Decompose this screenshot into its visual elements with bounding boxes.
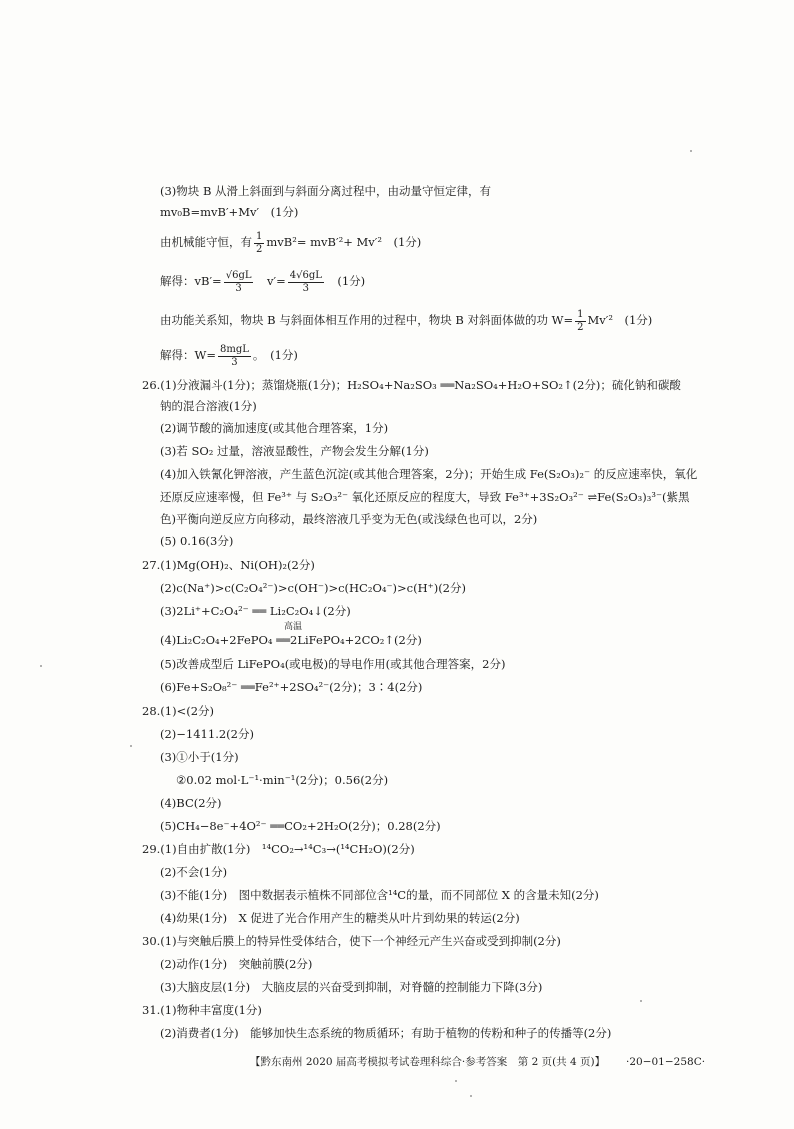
v-fraction: $\frac{4√6gL}{3}$ <box>289 269 322 294</box>
q26-line-5: (4)加入铁氰化钾溶液，产生蓝色沉淀(或其他合理答案，2分)；开始生成 Fe(S₂O₃)₂⁻ 的反应速率快，氧化 <box>160 467 698 481</box>
q25-solve-score: (1分) <box>325 274 366 288</box>
q25-result-score: 。 (1分) <box>252 348 298 362</box>
q27-condition-label: 高温 <box>284 622 303 632</box>
q29-line-2: (2)不会(1分) <box>160 865 228 879</box>
q28-line-6: (5)CH₄−8e⁻+4O²⁻ ══CO₂+2H₂O(2分)；0.28(2分) <box>160 819 441 833</box>
q25-momentum-equation: mv₀B=mvB′+Mv′ (1分) <box>160 205 299 219</box>
q30-line-3: (3)大脑皮层(1分) 大脑皮层的兴奋受到抑制，对脊髓的控制能力下降(3分) <box>160 980 543 994</box>
q25-solve-line <box>160 268 365 295</box>
q26-line-3: (2)调节酸的滴加速度(或其他合理答案，1分) <box>160 421 389 435</box>
scan-speck <box>130 745 132 747</box>
q26-line-7: 色)平衡向逆反应方向移动，最终溶液几乎变为无色(或浅绿色也可以，2分) <box>160 512 538 526</box>
q25-energy-equation: mvB²= mvB′²+ Mv′² (1分) <box>266 235 422 249</box>
page-footer-title: 【黔东南州 2020 届高考模拟考试卷理科综合·参考答案 第 2 页(共 4 页)】 <box>250 1056 606 1068</box>
q27-line-4: (4)Li₂C₂O₄+2FePO₄ ══2LiFePO₄+2CO₂↑(2分) <box>160 633 422 647</box>
q28-line-1: 28.(1)<(2分) <box>142 704 215 718</box>
scan-speck <box>690 150 692 152</box>
result-fraction: $\frac{\text{8mgL}}{3}$ <box>219 343 249 368</box>
q27-line-3: (3)2Li⁺+C₂O₄²⁻ ══ Li₂C₂O₄↓(2分) <box>160 604 351 618</box>
vb-fraction: $\frac{√6gL}{3}$ <box>225 269 252 294</box>
q29-line-4: (4)幼果(1分) X 促进了光合作用产生的糖类从叶片到幼果的转运(2分) <box>160 911 520 925</box>
q25-part3-intro: (3)物块 B 从滑上斜面到与斜面分离过程中，由动量守恒定律，有 <box>160 184 492 198</box>
q30-line-1: 30.(1)与突触后膜上的特异性受体结合，使下一个神经元产生兴奋或受到抑制(2分) <box>142 934 561 948</box>
q25-energy-prefix: 由机械能守恒，有 <box>160 235 252 249</box>
q31-line-2: (2)消费者(1分) 能够加快生态系统的物质循环；有助于植物的传粉和种子的传播等(2分) <box>160 1026 612 1040</box>
q27-line-2: (2)c(Na⁺)>c(C₂O₄²⁻)>c(OH⁻)>c(HC₂O₄⁻)>c(H⁺)(2分) <box>160 581 466 595</box>
half-fraction: $\frac{1}{2}$ <box>256 230 263 255</box>
q25-solve-prefix: 解得：vB′= <box>160 274 222 288</box>
scan-speck <box>640 1000 642 1002</box>
scan-speck <box>455 1080 457 1082</box>
scan-speck <box>40 665 42 667</box>
q27-line-6: (6)Fe+S₂O₈²⁻ ══Fe²⁺+2SO₄²⁻(2分)；3∶4(2分) <box>160 680 423 694</box>
q25-work-line <box>160 308 652 334</box>
q26-line-2: 钠的混合溶液(1分) <box>160 399 257 413</box>
q25-result-prefix: 解得：W= <box>160 348 216 362</box>
page-footer-code: ·20−01−258C· <box>626 1056 706 1068</box>
q28-line-4: ②0.02 mol·L⁻¹·min⁻¹(2分)；0.56(2分) <box>176 773 389 787</box>
q28-line-3: (3)①小于(1分) <box>160 750 239 764</box>
q25-result-line <box>160 342 298 369</box>
work-half-fraction: $\frac{1}{2}$ <box>577 308 584 333</box>
q25-energy-line <box>160 230 421 256</box>
scan-speck <box>470 1095 472 1097</box>
q25-solve-mid: v′= <box>255 274 286 288</box>
q25-work-text: 由功能关系知，物块 B 与斜面体相互作用的过程中，物块 B 对斜面体做的功 W= <box>160 313 574 327</box>
q26-line-1: 26.(1)分液漏斗(1分)；蒸馏烧瓶(1分)；H₂SO₄+Na₂SO₃ ══Na₂SO₄+H₂O+SO₂↑(2分)；硫化钠和碳酸 <box>142 378 681 392</box>
q27-line-5: (5)改善成型后 LiFePO₄(或电极)的导电作用(或其他合理答案，2分) <box>160 657 506 671</box>
q26-line-6: 还原反应速率慢，但 Fe³⁺ 与 S₂O₃²⁻ 氧化还原反应的程度大，导致 Fe³⁺+3S₂O₃²⁻ ⇌Fe(S₂O₃)₃³⁻(紫黑 <box>160 490 690 504</box>
q27-line-1: 27.(1)Mg(OH)₂、Ni(OH)₂(2分) <box>142 558 315 572</box>
q26-line-8: (5) 0.16(3分) <box>160 534 234 548</box>
q30-line-2: (2)动作(1分) 突触前膜(2分) <box>160 957 313 971</box>
q29-line-1: 29.(1)自由扩散(1分) ¹⁴CO₂→¹⁴C₃→(¹⁴CH₂O)(2分) <box>142 842 415 856</box>
q28-line-5: (4)BC(2分) <box>160 796 222 810</box>
q26-line-4: (3)若 SO₂ 过量，溶液显酸性，产物会发生分解(1分) <box>160 444 429 458</box>
q31-line-1: 31.(1)物种丰富度(1分) <box>142 1003 262 1017</box>
q25-work-tail: Mv′² (1分) <box>587 313 653 327</box>
q28-line-2: (2)−1411.2(2分) <box>160 727 254 741</box>
q29-line-3: (3)不能(1分) 图中数据表示植株不同部位含¹⁴C的量，而不同部位 X 的含量未知(2分) <box>160 888 599 902</box>
